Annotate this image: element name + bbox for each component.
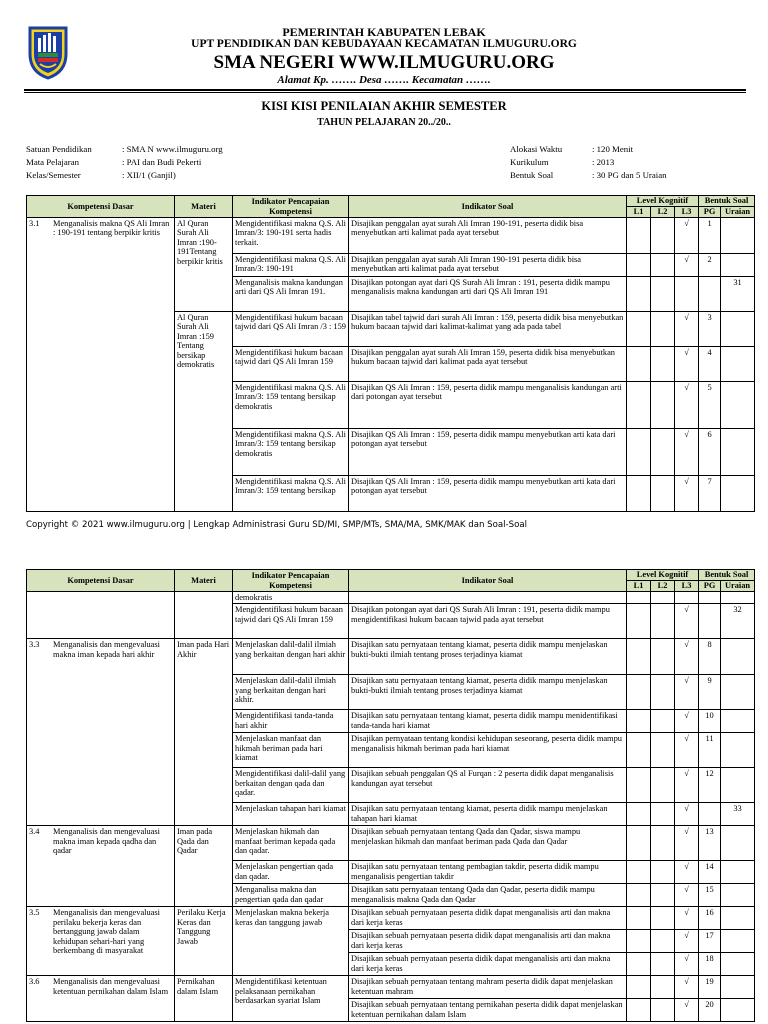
info-question-type-value: : 30 PG dan 5 Uraian (592, 170, 667, 180)
table-row: Menjelaskan tahapan hari kiamat Disajikan satu pernyataan tentang kiamat, peserta didik mampu menjelaskan tahapan hari kiamat √ 33 (27, 803, 755, 826)
col-bentuk: Bentuk Soal (699, 196, 755, 207)
materi-cell: Iman pada Hari Akhir (175, 639, 233, 826)
col-ipk: Indikator Pencapaian Kompetensi (233, 196, 349, 218)
table-row: Mengidentifikasi dalil-dalil yang berkaitan dengan qada dan qadar. Disajikan sebuah penggalan QS al Furqan : 2 peserta didik dapat menganalisis kandungan ayat tersebut √ 12 (27, 768, 755, 803)
table-row: Menjelaskan pengertian qada dan qadar. Disajikan satu pernyataan tentang pembagian takdir, peserta didik mampu menganalisis pengertian takdir √ 14 (27, 861, 755, 884)
col-l2: L2 (651, 207, 675, 218)
info-time-label: Alokasi Waktu (510, 144, 563, 154)
table-row: Al Quran Surah Ali Imran :159 Tentang bersikap demokratis Mengidentifikasi hukum bacaan tajwid dari QS Ali Imran /3 : 159 Disajikan tabel tajwid dari surah Ali Imran : 159, peserta didik bisa menyebutkan hukum bacaan tajwid dari kalimat-kalimat yang ada pada tabel √ 3 (27, 312, 755, 347)
info-class-label: Kelas/Semester (26, 170, 81, 180)
table-row: Mengidentifikasi tanda-tanda hari akhir Disajikan satu pernyataan tentang kiamat, peserta didik mampu menidentifikasi tanda-tanda hari kiamat √ 10 (27, 710, 755, 733)
header-divider-thin (24, 92, 746, 93)
col-l1: L1 (627, 581, 651, 592)
col-uraian: Uraian (721, 207, 755, 218)
info-class-value: : XII/1 (Ganjil) (122, 170, 176, 180)
table-row: 3.4 Menganalisis dan mengevaluasi makna iman kepada qadha dan qadar Iman pada Qada dan Qadar Menjelaskan hikmah dan manfaat beriman kepada qada dan qadar. Disajikan sebuah pernyataan tentang Qada dan Qadar, siswa mampu menjelaskan hikmah dan manfaat beriman pada Qada dan Qadar √ 13 (27, 826, 755, 861)
col-l3: L3 (675, 207, 699, 218)
table-row: demokratis (27, 592, 755, 604)
col-bentuk: Bentuk Soal (699, 570, 755, 581)
materi-cell: Al Quran Surah Ali Imran :190-191Tentang berpikir kritis (175, 218, 233, 312)
info-question-type-label: Bentuk Soal (510, 170, 554, 180)
col-l2: L2 (651, 581, 675, 592)
materi-cell: Pernikahan dalam Islam (175, 976, 233, 1022)
table-row: Mengidentifikasi hukum bacaan tajwid dari QS Ali Imran 159 Disajikan potongan ayat dari QS Surah Ali Imran : 191, peserta didik mampu mengidentifikasi hukum bacaan tajwid pada ayat tersebut √ 32 (27, 604, 755, 639)
materi-cell: Iman pada Qada dan Qadar (175, 826, 233, 907)
table-row: 3.5 Menganalisis dan mengevaluasi perilaku bekerja keras dan bertanggung jawab dalam kehidupan sehari-hari yang berkembang di masyarakat Perilaku Kerja Keras dan Tanggung Jawab Menjelaskan makna bekerja keras dan tanggung jawab Disajikan sebuah pernyataan peserta didik dapat menganalisis arti dan makna dari kerja keras √ 16 (27, 907, 755, 930)
col-ipk: Indikator Pencapaian Kompetensi (233, 570, 349, 592)
col-indikator: Indikator Soal (349, 570, 627, 592)
kd-cell: 3.6 Menganalisis dan mengevaluasi ketentuan pernikahan dalam Islam (27, 976, 175, 1022)
info-school-label: Satuan Pendidikan (26, 144, 92, 154)
col-pg: PG (699, 207, 721, 218)
page-subtitle: TAHUN PELAJARAN 20../20.. (317, 117, 451, 128)
header-government: PEMERINTAH KABUPATEN LEBAK (282, 25, 486, 39)
table-row: 3.1 Menganalisis makna QS Ali Imran : 190-191 tentang berpikir kritis Al Quran Surah Ali Imran :190-191Tentang berpikir kritis Mengidentifikasi makna Q.S. Ali Imran/3: 190-191 serta hadis terkait. Disajikan penggalan ayat surah Ali Imran 190-191, peserta didik bisa menyebutkan arti kalimat pada ayat tersebut √ 1 (27, 218, 755, 254)
table-row: Disajikan sebuah pernyataan tentang pernikahan peserta didik dapat menjelaskan ketentuan pernikahan dalam Islam √ 20 (27, 999, 755, 1022)
info-subject-label: Mata Pelajaran (26, 157, 80, 167)
kd-cell: 3.4 Menganalisis dan mengevaluasi makna iman kepada qadha dan qadar (27, 826, 175, 907)
col-pg: PG (699, 581, 721, 592)
col-uraian: Uraian (721, 581, 755, 592)
col-materi: Materi (175, 196, 233, 218)
col-materi: Materi (175, 570, 233, 592)
header-school-name: SMA NEGERI WWW.ILMUGURU.ORG (213, 52, 555, 73)
table-row: Menganalisa makna dan pengertian qada dan qadar Disajikan satu pernyataan tentang Qada dan Qadar, peserta didik mampu menganalisis makna Qada dan Qadar √ 15 (27, 884, 755, 907)
info-time-value: : 120 Menit (592, 144, 634, 154)
table-row: 3.3 Menganalisis dan mengevaluasi makna iman kepada hari akhir Iman pada Hari Akhir Menjelaskan dalil-dalil ilmiah yang berkaitan dengan hari akhir Disajikan satu pernyataan tentang kiamat, peserta didik mampu menjelaskan bukti-bukti ilmiah tentang proses terjadinya kiamat √ 8 (27, 639, 755, 675)
table-row: Mengidentifikasi makna Q.S. Ali Imran/3: 159 tentang bersikap demokratis Disajikan QS Ali Imran : 159, peserta didik mampu menyebutkan arti kata dari potongan ayat tersebut √ 6 (27, 429, 755, 476)
table-row: Mengidentifikasi makna Q.S. Ali Imran/3: 190-191 Disajikan penggalan ayat surah Ali Imran 190-191 peserta didik bisa menyebutkan arti kalimat pada ayat tersebut √ 2 (27, 254, 755, 277)
table-row: Disajikan sebuah pernyataan peserta didik dapat menganalisis arti dan makna dari kerja keras √ 17 (27, 930, 755, 953)
kd-cell: 3.3 Menganalisis dan mengevaluasi makna iman kepada hari akhir (27, 639, 175, 826)
table-row: Mengidentifikasi hukum bacaan tajwid dari QS Ali Imran 159 Disajikan penggalan ayat surah Ali Imran 159, peserta didik bisa menyebutkan hukum bacaan tajwid dari kalimat pada ayat tersebut √ 4 (27, 347, 755, 382)
col-level: Level Kognitif (627, 570, 699, 581)
col-indikator: Indikator Soal (349, 196, 627, 218)
materi-cell: Perilaku Kerja Keras dan Tanggung Jawab (175, 907, 233, 976)
col-kd: Kompetensi Dasar (27, 570, 175, 592)
header-divider (24, 89, 746, 91)
page-title: KISI KISI PENILAIAN AKHIR SEMESTER (261, 99, 507, 113)
col-level: Level Kognitif (627, 196, 699, 207)
table-row: Menganalisis makna kandungan arti dari QS Ali Imran 191. Disajikan potongan ayat dari QS Surah Ali Imran : 191, peserta didik mampu menganalisis makna kandungan arti dari QS Ali Imran 191 31 (27, 277, 755, 312)
col-l1: L1 (627, 207, 651, 218)
table-row: Disajikan sebuah pernyataan peserta didik dapat menganalisis arti dan makna dari kerja keras √ 18 (27, 953, 755, 976)
table-row: Menjelaskan dalil-dalil ilmiah yang berkaitan dengan hari akhir. Disajikan satu pernyataan tentang kiamat, peserta didik mampu menjelaskan bukti-bukti ilmiah tentang proses terjadinya kiamat √ 9 (27, 675, 755, 710)
table-row: Mengidentifikasi makna Q.S. Ali Imran/3: 159 tentang bersikap demokratis Disajikan QS Ali Imran : 159, peserta didik mampu menganalisis kandungan arti dari potongan ayat tersebut √ 5 (27, 382, 755, 429)
table-row: Mengidentifikasi makna Q.S. Ali Imran/3: 159 tentang bersikap Disajikan QS Ali Imran : 159, peserta didik mampu menyebutkan arti kata dari potongan ayat tersebut √ 7 (27, 476, 755, 512)
table-row: Menjelaskan manfaat dan hikmah beriman pada hari kiamat Disajikan pernyataan tentang kondisi kehidupan seseorang, peserta didik mampu menganalisis hikmah beriman pada hari kiamat √ 11 (27, 733, 755, 768)
kd-cell: 3.1 Menganalisis makna QS Ali Imran : 190-191 tentang berpikir kritis (27, 218, 175, 512)
info-curriculum-label: Kurikulum (510, 157, 549, 167)
grid-table-page1 (26, 195, 755, 512)
info-school-value: : SMA N www.ilmuguru.org (122, 144, 223, 154)
col-l3: L3 (675, 581, 699, 592)
materi-cell: Al Quran Surah Ali Imran :159 Tentang bersikap demokratis (175, 312, 233, 512)
header-address: Alamat Kp. ……. Desa ……. Kecamatan ……. (277, 74, 491, 86)
col-kd: Kompetensi Dasar (27, 196, 175, 218)
table-row: 3.6 Menganalisis dan mengevaluasi ketentuan pernikahan dalam Islam Pernikahan dalam Islam Mengidentifikasi ketentuan pelaksanaan pernikahan berdasarkan syariat Islam Disajikan sebuah pernyataan tentang mahram peserta didik dapat menjelaskan ketentuan mahram √ 19 (27, 976, 755, 999)
header-office: UPT PENDIDIKAN DAN KEBUDAYAAN KECAMATAN ILMUGURU.ORG (191, 38, 577, 50)
info-subject-value: : PAI dan Budi Pekerti (122, 157, 202, 167)
grid-table-page2 (26, 569, 755, 1022)
info-curriculum-value: : 2013 (592, 157, 615, 167)
copyright-footer: Copyright © 2021 www.ilmuguru.org | Lengkap Administrasi Guru SD/MI, SMP/MTs, SMA/MA, SMK/MAK dan Soal-Soal (26, 520, 527, 530)
kd-cell: 3.5 Menganalisis dan mengevaluasi perilaku bekerja keras dan bertanggung jawab dalam kehidupan sehari-hari yang berkembang di masyarakat (27, 907, 175, 976)
